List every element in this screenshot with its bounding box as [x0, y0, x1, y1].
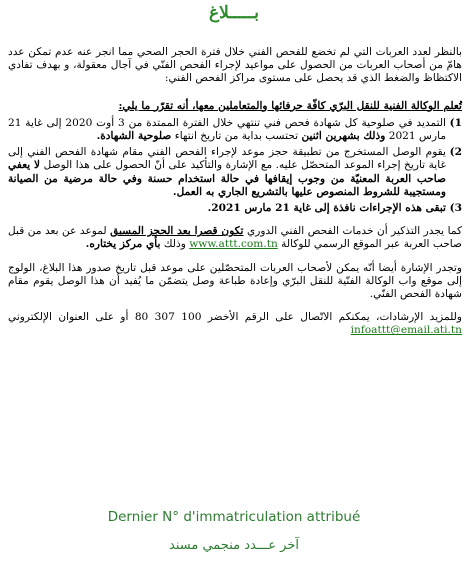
booking-reminder-paragraph	[8, 225, 462, 251]
decision-item-3	[8, 202, 462, 215]
paragraph-emphasis: بأي مركز يختاره.	[85, 238, 161, 251]
email-link[interactable]: infoattt@email.ati.tn	[350, 324, 462, 337]
item-text: التمديد في صلوحية كل شهادة فحص فني تنتهي خلال الفترة الممتدة من 3 أوت 2020 إلى غاية 21 مارس 2021	[8, 116, 446, 143]
reprint-paragraph: وتجدر الإشارة أيضا أنّه يمكن لأصحاب العربات المتحصّلين على موعد قبل تاريخ صدور هذا البلاغ، الولوج إلى موقع واب الوكالة الفنّية للنقل البرّي وإعادة طباعة وصل يتضمّن ما يُفيد أن هذا الوصل يقوم مقام شهادة الفحص الفنّي.	[8, 261, 462, 301]
notice-body	[8, 46, 462, 338]
paragraph-text: وذلك	[160, 238, 190, 251]
item-text: يقوم الوصل المستخرج من تطبيقة حجز موعد لإجراء الفحص الفني مقام شهادة الفحص الفني إلى غاية تاريخ إجراء الموعد المتحصّل عليه. مع الإشارة والتأكيد على أنّ الحصول على هذا الوصل	[8, 146, 446, 172]
decision-item-1	[8, 117, 462, 143]
item-number: 2)	[449, 146, 462, 159]
last-registration-label-ar: آخر عـــدد منجمي مسند	[169, 538, 299, 553]
item-emphasis: تبقى هذه الإجراءات نافذة إلى غاية 21 مارس 2021.	[207, 202, 446, 215]
item-number: 1)	[449, 116, 462, 129]
item-number: 3)	[449, 202, 462, 215]
item-text: تحتسب بداية من تاريخ انتهاء	[171, 130, 302, 143]
item-emphasis: صلوحية الشهادة.	[96, 130, 172, 143]
paragraph-text: وللمزيد الإرشادات، يمكنكم الاتّصال على الرقم الأخضر 100 307 80 أو على العنوان الإلكتروني	[8, 311, 462, 324]
decision-item-2	[8, 146, 462, 199]
contact-paragraph	[8, 311, 462, 337]
decision-lead: تُعلم الوكالة الفنية للنقل البرّي كافّة حرفائها والمتعاملين معها، أنه تقرّر ما يلي:	[118, 99, 462, 112]
intro-paragraph: بالنظر لعدد العربات التي لم تخضع للفحص الفني خلال فترة الحجر الصحي مما انجر عنه عدم تمكن عدد هامّ من أصحاب العربات من الحصول على مواعيد لإجراء الفحص الفنّي في آجال معقولة، و بهدف تفادي الاكتظاظ والضغط الذي قد يحصل على مستوى مراكز الفحص الفني:	[8, 46, 462, 85]
item-emphasis: لا يعفي صاحب العربة المعنيّة من وجوب إيقافها في حالة استخدام حسنة وفي حالة مرضية من الصيانة ومستجيبة للشروط المنصوص عليها بالتشريع الجاري به العمل.	[8, 159, 446, 198]
paragraph-text: لموعد عن بعد من قبل صاحب العربة عبر الموقع الرسمي للوكالة	[8, 225, 462, 251]
last-registration-label-fr: Dernier N° d'immatriculation attribué	[107, 509, 361, 525]
website-link[interactable]: www.attt.com.tn	[189, 238, 278, 251]
paragraph-text: كما يجدر التذكير أن خدمات الفحص الفني الدوري	[243, 225, 462, 238]
item-emphasis: وذلك بشهرين اثنين	[301, 130, 386, 143]
notice-title: بـــــلاغ	[209, 3, 259, 23]
paragraph-emphasis: تكون قصرا بعد الحجز المسبق	[110, 225, 244, 238]
